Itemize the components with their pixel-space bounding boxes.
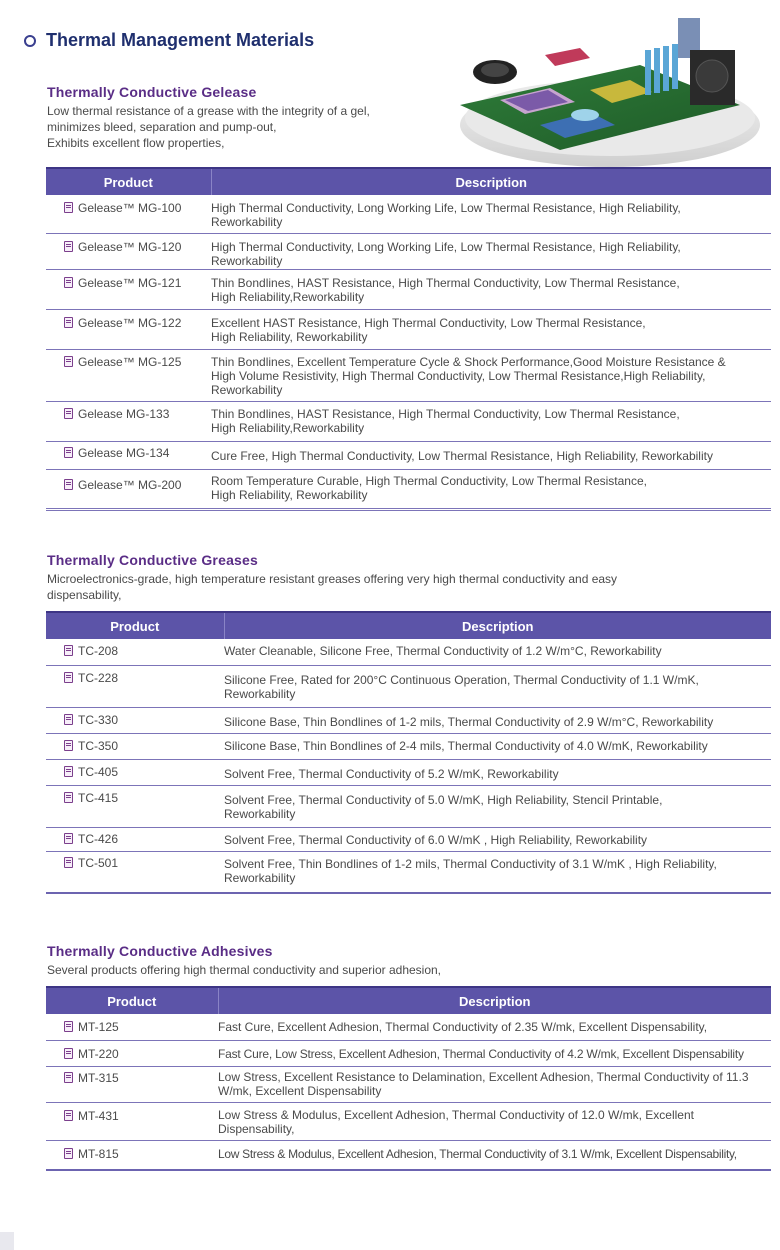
table-row <box>46 1014 771 1040</box>
product-name[interactable]: Gelease™ MG-200 <box>46 469 211 509</box>
section-gelease <box>46 84 771 511</box>
product-table-greases <box>46 611 771 894</box>
document-icon <box>64 1048 73 1059</box>
header-description: Description <box>218 987 771 1014</box>
section-title: Thermally Conductive Greases <box>47 552 259 568</box>
table-row <box>46 851 771 893</box>
document-icon <box>64 740 73 751</box>
product-name[interactable]: Gelease™ MG-120 <box>46 233 211 269</box>
table-row <box>46 233 771 269</box>
product-description: Thin Bondlines, Excellent Temperature Cycle & Shock Performance,Good Moisture Resistance & High Volume Resistivity, High Thermal Conductivity, Low Thermal Resistance,High Reliability, Reworkability <box>211 349 771 401</box>
product-description: Excellent HAST Resistance, High Thermal Conductivity, Low Thermal Resistance, High Reliability, Reworkability <box>211 309 771 349</box>
product-description: Low Stress, Excellent Resistance to Delamination, Excellent Adhesion, Thermal Conductivity of 11.3 W/mk, Excellent Dispensability <box>218 1066 771 1102</box>
section-title: Thermally Conductive Adhesives <box>47 943 273 959</box>
product-description: Thin Bondlines, HAST Resistance, High Thermal Conductivity, Low Thermal Resistance, High Reliability,Reworkability <box>211 401 771 441</box>
document-icon <box>64 408 73 419</box>
table-row <box>46 469 771 509</box>
document-icon <box>64 1072 73 1083</box>
product-description: Water Cleanable, Silicone Free, Thermal Conductivity of 1.2 W/m°C, Reworkability <box>224 639 771 665</box>
document-icon <box>64 1021 73 1032</box>
product-description: Fast Cure, Excellent Adhesion, Thermal Conductivity of 2.35 W/mk, Excellent Dispensability, <box>218 1014 771 1040</box>
product-name[interactable]: Gelease™ MG-122 <box>46 309 211 349</box>
document-icon <box>64 447 73 458</box>
table-row <box>46 1102 771 1140</box>
header-product: Product <box>46 612 224 639</box>
table-header-row <box>46 612 771 639</box>
section-desc-line: Low thermal resistance of a grease with the integrity of a gel, <box>47 104 370 118</box>
product-name[interactable]: Gelease™ MG-121 <box>46 269 211 309</box>
section-desc-line: Several products offering high thermal conductivity and superior adhesion, <box>47 963 442 977</box>
document-icon <box>64 857 73 868</box>
product-description: Fast Cure, Low Stress, Excellent Adhesion, Thermal Conductivity of 4.2 W/mk, Excellent Dispensability <box>218 1040 771 1066</box>
table-row <box>46 441 771 469</box>
page-title-text: Thermal Management Materials <box>46 30 315 50</box>
table-row <box>46 195 771 233</box>
product-description: Thin Bondlines, HAST Resistance, High Thermal Conductivity, Low Thermal Resistance, High Reliability,Reworkability <box>211 269 771 309</box>
product-name[interactable]: TC-415 <box>46 785 224 827</box>
section-description <box>47 571 771 603</box>
product-description: Low Stress & Modulus, Excellent Adhesion, Thermal Conductivity of 12.0 W/mk, Excellent Dispensability, <box>218 1102 771 1140</box>
section-desc-line: dispensability, <box>47 588 122 602</box>
section-greases <box>46 552 771 894</box>
document-icon <box>64 241 73 252</box>
product-name[interactable]: TC-330 <box>46 707 224 733</box>
table-row <box>46 639 771 665</box>
header-description: Description <box>224 612 771 639</box>
table-row <box>46 707 771 733</box>
header-product: Product <box>46 987 218 1014</box>
product-description: Cure Free, High Thermal Conductivity, Low Thermal Resistance, High Reliability, Reworkability <box>211 441 771 469</box>
product-description: High Thermal Conductivity, Long Working Life, Low Thermal Resistance, High Reliability, Reworkability <box>211 195 771 233</box>
product-description: Silicone Free, Rated for 200°C Continuous Operation, Thermal Conductivity of 1.1 W/mK, Reworkability <box>224 665 771 707</box>
product-description: Solvent Free, Thermal Conductivity of 5.0 W/mK, High Reliability, Stencil Printable, Reworkability <box>224 785 771 827</box>
section-description <box>47 962 771 978</box>
section-adhesives <box>46 943 771 1171</box>
product-name[interactable]: Gelease MG-134 <box>46 441 211 469</box>
document-icon <box>64 1110 73 1121</box>
document-icon <box>64 766 73 777</box>
section-title: Thermally Conductive Gelease <box>47 84 257 100</box>
product-name[interactable]: TC-228 <box>46 665 224 707</box>
product-table-adhesives <box>46 986 771 1171</box>
corner-decoration <box>0 1232 14 1250</box>
product-name[interactable]: MT-431 <box>46 1102 218 1140</box>
product-name[interactable]: TC-350 <box>46 733 224 759</box>
document-icon <box>64 714 73 725</box>
product-name[interactable]: MT-125 <box>46 1014 218 1040</box>
document-icon <box>64 479 73 490</box>
page-title <box>24 30 314 51</box>
bullet-icon <box>24 35 36 47</box>
section-desc-line: Exhibits excellent flow properties, <box>47 136 225 150</box>
table-row <box>46 665 771 707</box>
product-description: Solvent Free, Thermal Conductivity of 5.2 W/mK, Reworkability <box>224 759 771 785</box>
table-row <box>46 733 771 759</box>
table-row <box>46 401 771 441</box>
section-description <box>47 103 771 151</box>
product-name[interactable]: TC-208 <box>46 639 224 665</box>
table-row <box>46 759 771 785</box>
document-icon <box>64 202 73 213</box>
product-description: High Thermal Conductivity, Long Working Life, Low Thermal Resistance, High Reliability, Reworkability <box>211 233 771 269</box>
document-icon <box>64 645 73 656</box>
table-row <box>46 269 771 309</box>
product-name[interactable]: MT-315 <box>46 1066 218 1102</box>
document-icon <box>64 317 73 328</box>
table-row <box>46 309 771 349</box>
product-description: Silicone Base, Thin Bondlines of 2-4 mils, Thermal Conductivity of 4.0 W/mK, Reworkability <box>224 733 771 759</box>
header-description: Description <box>211 168 771 195</box>
product-description: Solvent Free, Thin Bondlines of 1-2 mils, Thermal Conductivity of 3.1 W/mK , High Reliability, Reworkability <box>224 851 771 893</box>
product-name[interactable]: Gelease™ MG-125 <box>46 349 211 401</box>
product-name[interactable]: MT-815 <box>46 1140 218 1170</box>
document-icon <box>64 672 73 683</box>
table-row <box>46 1040 771 1066</box>
section-desc-line: minimizes bleed, separation and pump-out, <box>47 120 277 134</box>
document-icon <box>64 1148 73 1159</box>
document-icon <box>64 277 73 288</box>
document-icon <box>64 792 73 803</box>
table-row <box>46 827 771 851</box>
product-description: Silicone Base, Thin Bondlines of 1-2 mils, Thermal Conductivity of 2.9 W/m°C, Reworkability <box>224 707 771 733</box>
table-row <box>46 349 771 401</box>
product-description: Solvent Free, Thermal Conductivity of 6.0 W/mK , High Reliability, Reworkability <box>224 827 771 851</box>
product-name[interactable]: TC-426 <box>46 827 224 851</box>
product-name[interactable]: TC-405 <box>46 759 224 785</box>
header-product: Product <box>46 168 211 195</box>
product-name[interactable]: TC-501 <box>46 851 224 893</box>
table-header-row <box>46 987 771 1014</box>
section-desc-line: Microelectronics-grade, high temperature resistant greases offering very high thermal conductivity and easy <box>47 572 618 586</box>
table-row <box>46 1066 771 1102</box>
table-row <box>46 1140 771 1170</box>
product-description: Room Temperature Curable, High Thermal Conductivity, Low Thermal Resistance, High Reliability, Reworkability <box>211 469 771 509</box>
document-icon <box>64 356 73 367</box>
product-description: Low Stress & Modulus, Excellent Adhesion, Thermal Conductivity of 3.1 W/mk, Excellent Dispensability, <box>218 1140 771 1170</box>
product-name[interactable]: Gelease MG-133 <box>46 401 211 441</box>
document-icon <box>64 833 73 844</box>
table-row <box>46 785 771 827</box>
product-name[interactable]: Gelease™ MG-100 <box>46 195 211 233</box>
product-table-gelease <box>46 167 771 511</box>
table-header-row <box>46 168 771 195</box>
product-name[interactable]: MT-220 <box>46 1040 218 1066</box>
